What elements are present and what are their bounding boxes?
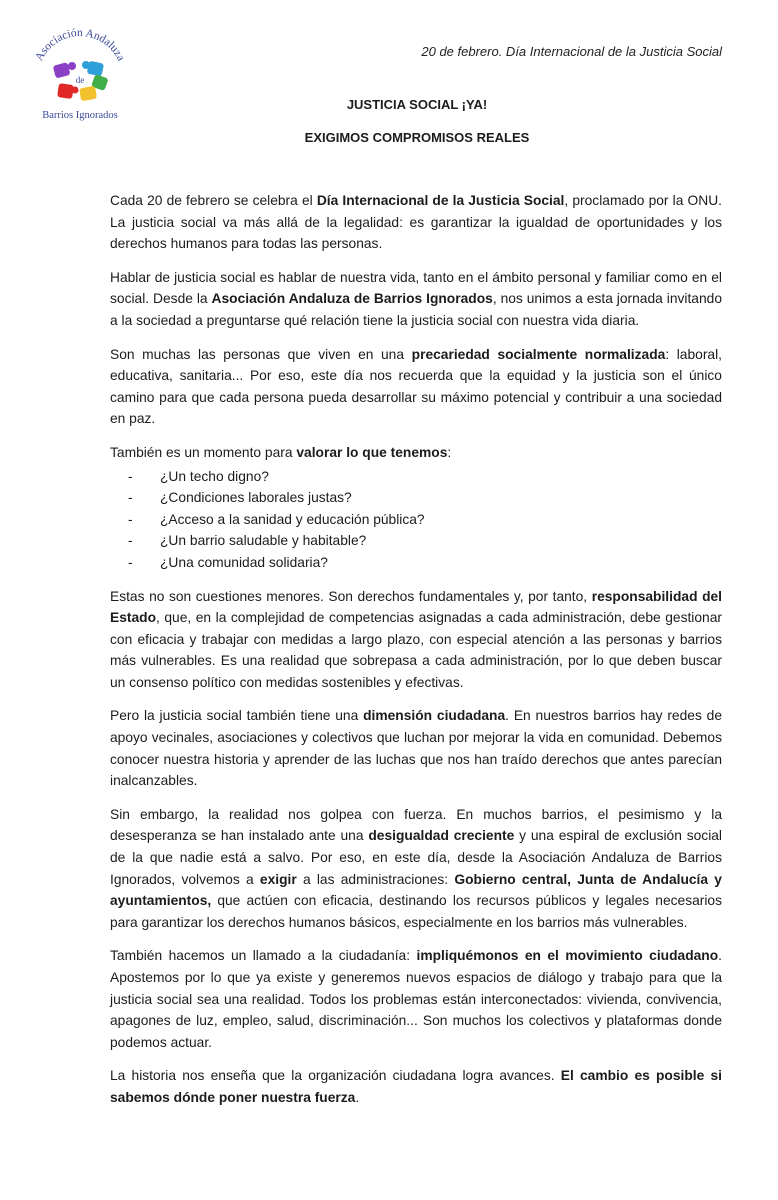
document-title: JUSTICIA SOCIAL ¡YA!: [346, 97, 488, 112]
paragraph-8: También hacemos un llamado a la ciudadanía: impliquémonos en el movimiento ciudadano. Apostemos por lo que ya existe y generemos nuevos espacios de diálogo y trabajo para que la justicia social sea una realidad. Todos los problemas están interconectados: vivienda, convivencia, apagones de luz, empleo, salud, discriminación... Son muchos los colectivos y plataformas donde podemos actuar.: [110, 948, 722, 1050]
document-subtitle: EXIGIMOS COMPROMISOS REALES: [304, 130, 530, 145]
logo-center-text: de: [75, 75, 85, 85]
paragraph-6: Pero la justicia social también tiene una dimensión ciudadana. En nuestros barrios hay redes de apoyo vecinales, asociaciones y colectivos que luchan por mejorar la vida en comunidad. Debemos conocer nuestra historia y aprender de las luchas que nos han traído derechos que antes parecían inalcanzables.: [110, 708, 723, 789]
list-item: - ¿Condiciones laborales justas?: [128, 490, 352, 506]
logo-arc-text: Asociación Andaluza: [33, 26, 127, 63]
paragraph-9: La historia nos enseña que la organización ciudadana logra avances. El cambio es posible si sabemos dónde poner nuestra fuerza.: [110, 1068, 722, 1105]
paragraph-2: Hablar de justicia social es hablar de nuestra vida, tanto en el ámbito personal y familiar como en el social. Desde la Asociación Andaluza de Barrios Ignorados, nos unimos a esta jornada invitando a la sociedad a preguntarse qué relación tiene la justicia social con nuestra vida diaria.: [110, 269, 722, 328]
list-item: - ¿Acceso a la sanidad y educación pública?: [128, 511, 425, 527]
association-logo: [28, 24, 132, 128]
header-date-line: 20 de febrero. Día Internacional de la Justicia Social: [421, 44, 722, 59]
list-item: - ¿Una comunidad solidaria?: [128, 554, 328, 570]
paragraph-5: Estas no son cuestiones menores. Son derechos fundamentales y, por tanto, responsabilidad del Estado, que, en la complejidad de competencias asignadas a cada administración, debe gestionar con eficacia y trabajar con medidas a largo plazo, con especial atención a las personas y barrios más vulnerables. Es una realidad que sobrepasa a cada administración, por lo que deben buscar un consenso político con medidas sostenibles y efectivas.: [110, 588, 722, 690]
paragraph-1: Cada 20 de febrero se celebra el Día Internacional de la Justicia Social, proclamado por la ONU. La justicia social va más allá de la legalidad: es garantizar la igualdad de oportunidades y los derechos humanos para todas las personas.: [110, 193, 722, 252]
questions-list: [110, 466, 722, 574]
paragraph-3: Son muchas las personas que viven en una precariedad socialmente normalizada: laboral, educativa, sanitaria... Por eso, este día nos recuerda que la equidad y la justicia son el único camino para que cada persona pueda desarrollar su máximo potencial y contribuir a una sociedad en paz.: [110, 346, 722, 427]
logo-bottom-text: Barrios Ignorados: [42, 110, 118, 121]
list-item: - ¿Un techo digno?: [128, 468, 269, 484]
list-item: - ¿Un barrio saludable y habitable?: [128, 533, 367, 549]
paragraph-4: También es un momento para valorar lo que tenemos:: [110, 444, 452, 460]
document-body: [110, 190, 722, 1121]
paragraph-7: Sin embargo, la realidad nos golpea con fuerza. En muchos barrios, el pesimismo y la desesperanza se han instalado ante una desigualdad creciente y una espiral de exclusión social de la que nadie está a salvo. Por eso, en este día, desde la Asociación Andaluza de Barrios Ignorados, volvemos a exigir a las administraciones: Gobierno central, Junta de Andalucía y ayuntamientos, que actúen con eficacia, destinando los recursos públicos y legales necesarios para garantizar los derechos humanos básicos, especialmente en los barrios más vulnerables.: [110, 806, 722, 930]
